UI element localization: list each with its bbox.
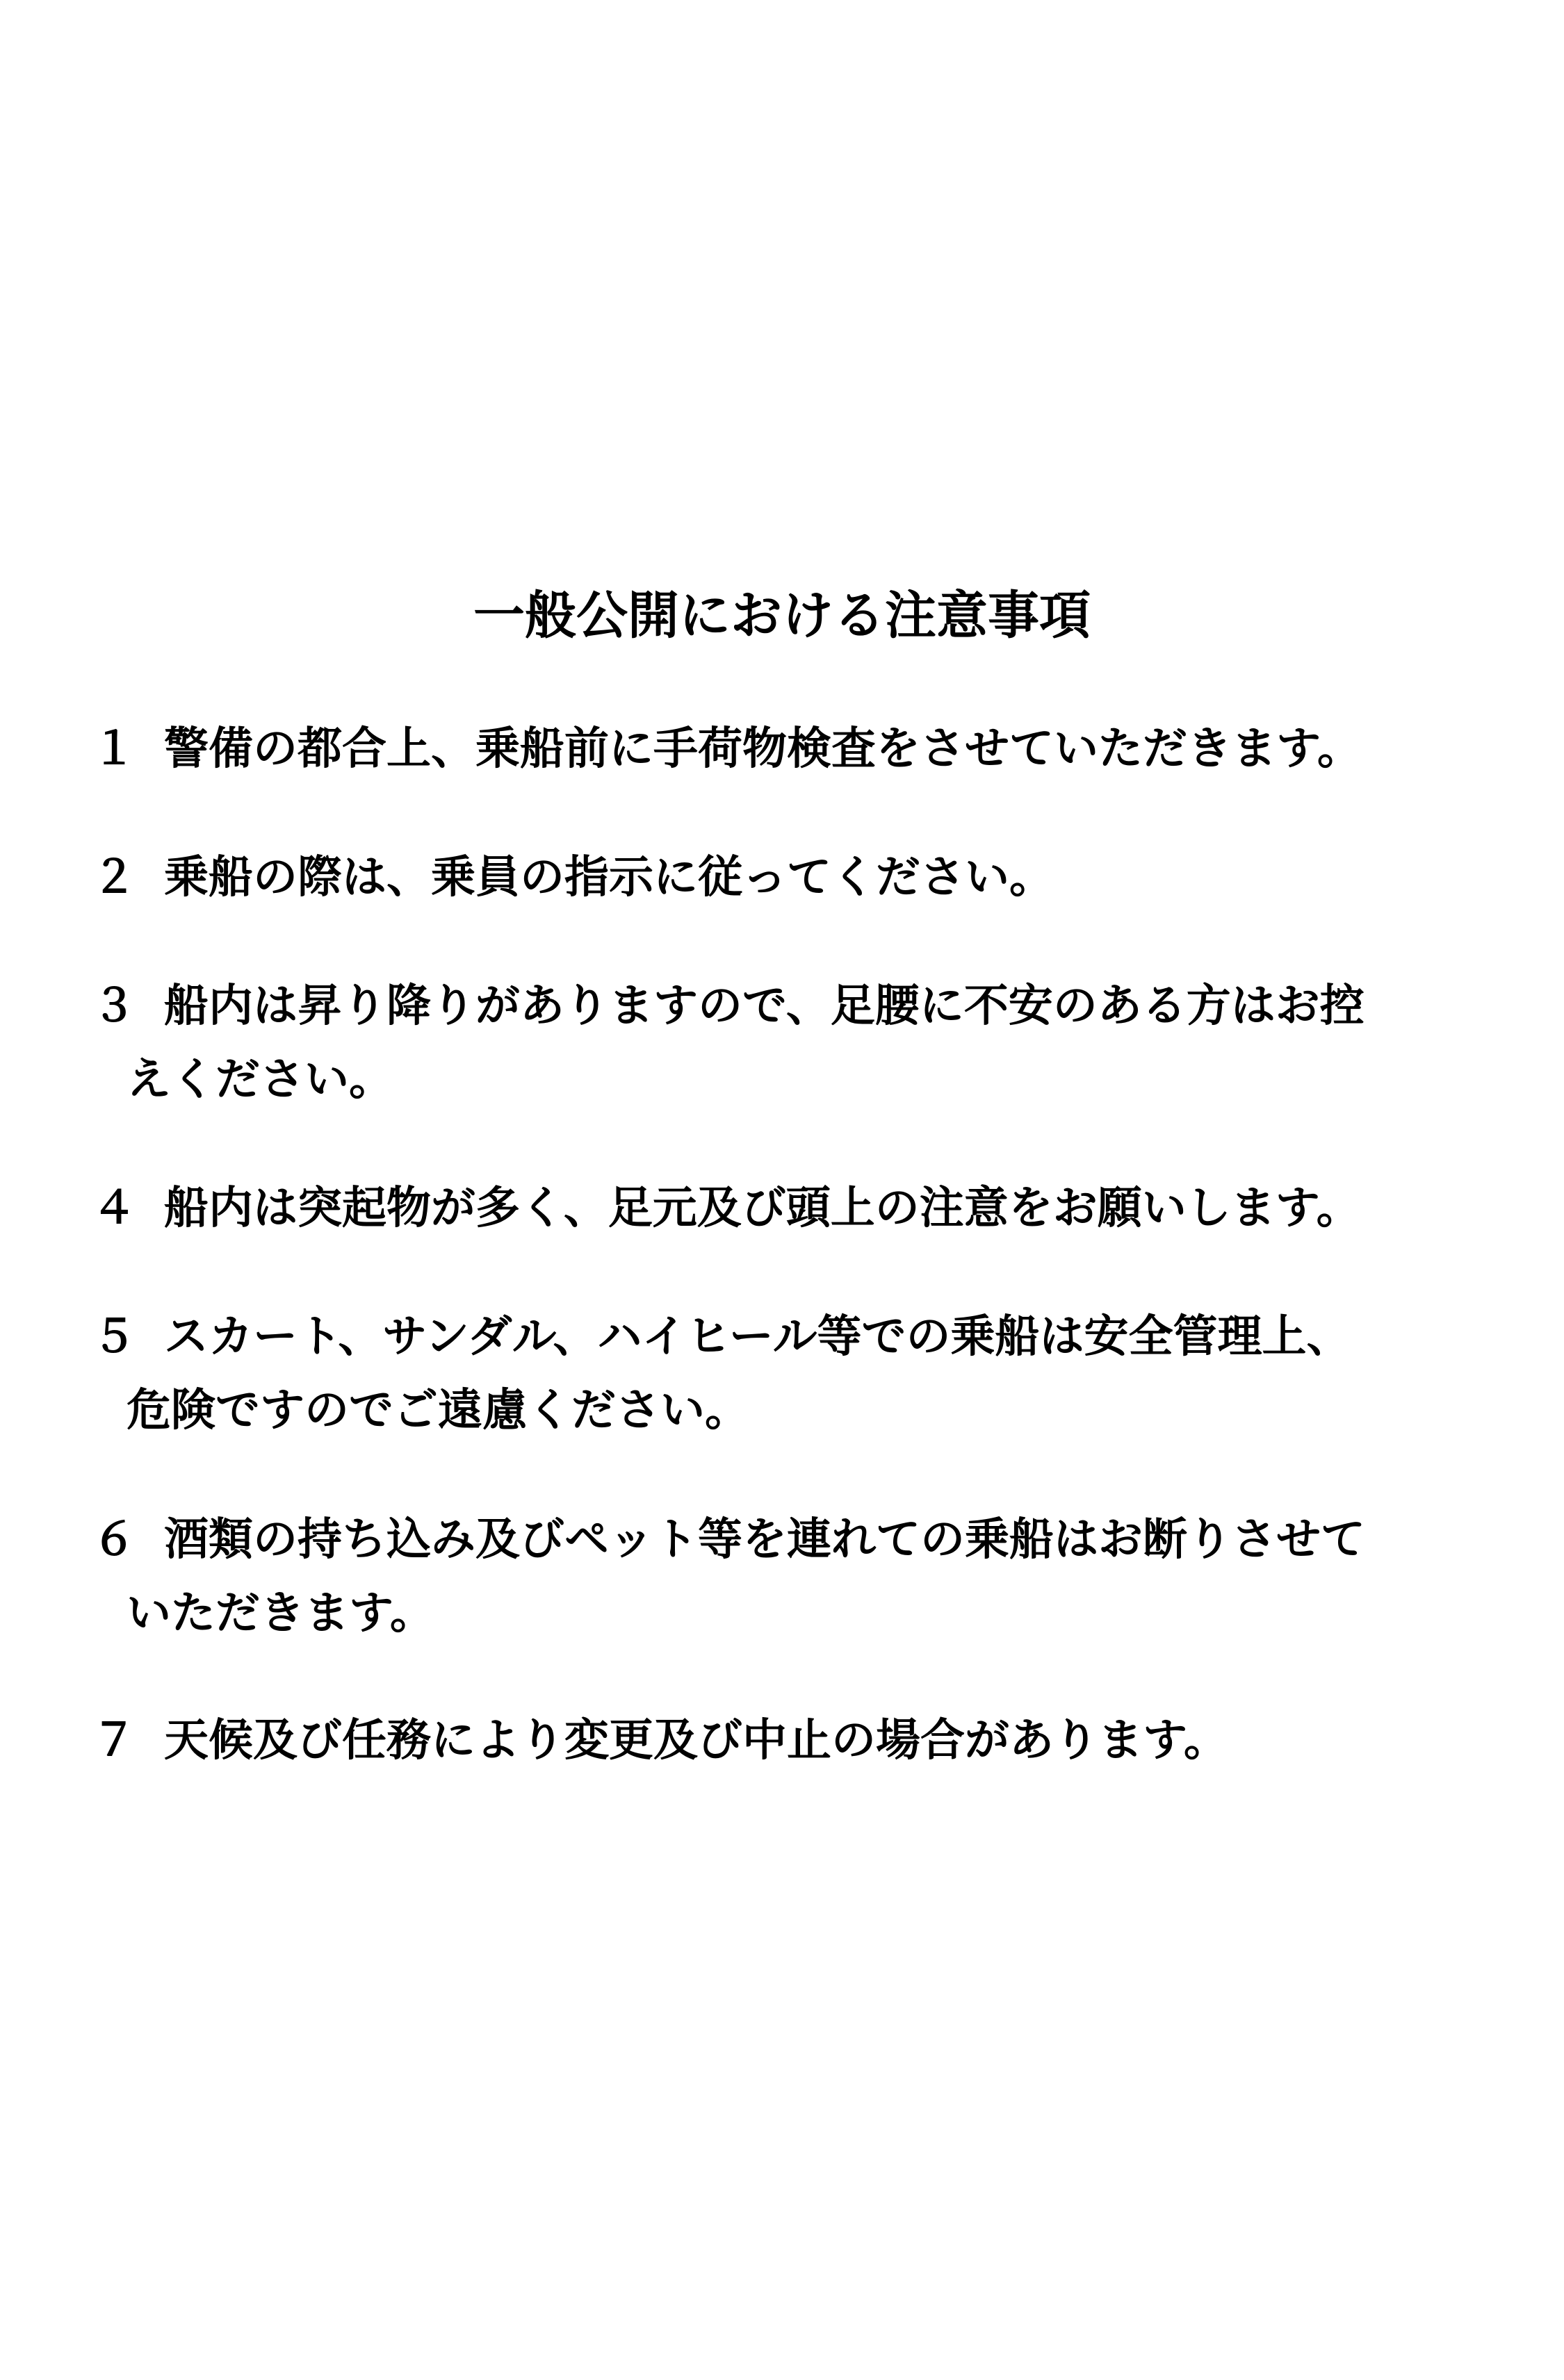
item-text-continued: えください。 <box>127 1054 393 1106</box>
item-number: ６ <box>92 1514 136 1566</box>
item-number: ５ <box>92 1311 136 1363</box>
item-text: 船内は突起物が多く、足元及び頭上の注意をお願いします。 <box>164 1183 1361 1234</box>
item-text: 乗船の際は、乗員の指示に従ってください。 <box>164 852 1054 903</box>
item-text: 警備の都合上、乗船前に手荷物検査をさせていただきます。 <box>164 723 1362 775</box>
item-text: 酒類の持ち込み及びペット等を連れての乗船はお断りさせて <box>164 1514 1365 1566</box>
notice-title: 一般公開における注意事項 <box>473 586 1091 646</box>
item-text-continued: 危険ですのでご遠慮ください。 <box>127 1385 749 1436</box>
item-text: 船内は昇り降りがありますので、足腰に不安のある方はお控 <box>164 980 1365 1032</box>
item-number: ７ <box>92 1715 136 1766</box>
item-number: ３ <box>92 980 136 1032</box>
item-text: スカート、サンダル、ハイヒール等での乗船は安全管理上、 <box>164 1311 1351 1363</box>
item-text: 天候及び任務により変更及び中止の場合があります。 <box>164 1715 1228 1766</box>
item-text-continued: いただきます。 <box>127 1588 434 1639</box>
item-number: ４ <box>92 1183 136 1234</box>
item-number: １ <box>92 723 136 775</box>
item-number: ２ <box>92 852 136 903</box>
